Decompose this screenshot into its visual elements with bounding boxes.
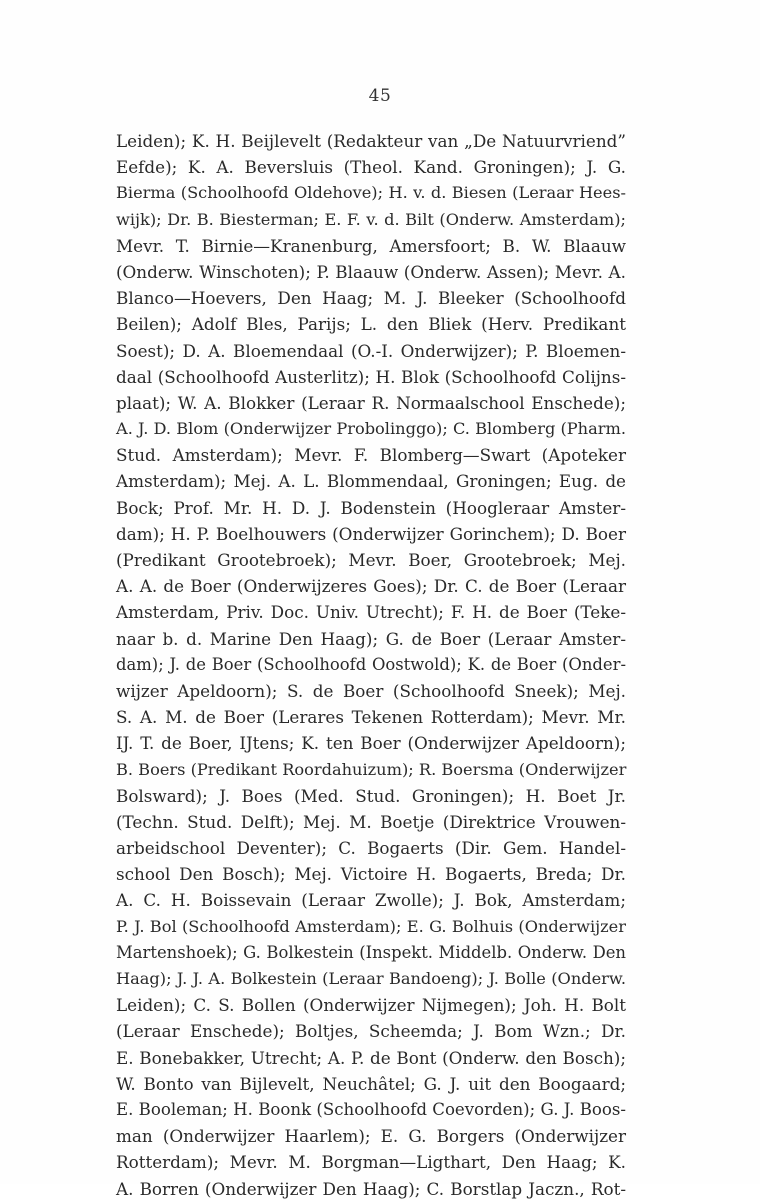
text-line: Bolsward); J. Boes (Med. Stud. Groningen); H. Boet Jr. [116,785,626,806]
text-line: Bierma (Schoolhoofd Oldehove); H. v. d. Biesen (Leraar Hees- [116,183,626,203]
text-line: W. Bonto van Bijlevelt, Neuchâtel; G. J. uit den Boogaard; [116,1073,626,1094]
text-line: P. J. Bol (Schoolhoofd Amsterdam); E. G. Bolhuis (Onderwijzer [116,916,626,936]
text-line: Stud. Amsterdam); Mevr. F. Blomberg—Swart (Apoteker [116,445,626,466]
text-line: Leiden); C. S. Bollen (Onderwijzer Nijmegen); Joh. H. Bolt [116,995,626,1016]
text-line: wijk); Dr. B. Biesterman; E. F. v. d. Bilt (Onderw. Amsterdam); [116,209,626,229]
text-line: Amsterdam); Mej. A. L. Blommendaal, Groningen; Eug. de [116,471,626,492]
text-line: Amsterdam, Priv. Doc. Univ. Utrecht); F. H. de Boer (Teke- [116,602,626,623]
text-line: Haag); J. J. A. Bolkestein (Leraar Bandoeng); J. Bolle (Onderw. [116,969,626,988]
text-line: S. A. M. de Boer (Lerares Tekenen Rotterdam); Mevr. Mr. [116,707,626,728]
text-line: dam); J. de Boer (Schoolhoofd Oostwold); K. de Boer (Onder- [116,654,626,674]
text-line: A. J. D. Blom (Onderwijzer Probolinggo); C. Blomberg (Pharm. [116,419,626,439]
text-line: wijzer Apeldoorn); S. de Boer (Schoolhoofd Sneek); Mej. [116,680,626,701]
text-line: (Leraar Enschede); Boltjes, Scheemda; J. Bom Wzn.; Dr. [116,1021,626,1042]
text-line: Soest); D. A. Bloemendaal (O.-I. Onderwijzer); P. Bloemen- [116,340,626,361]
text-line: man (Onderwijzer Haarlem); E. G. Borgers (Onderwijzer [116,1126,626,1147]
text-line: Bock; Prof. Mr. H. D. J. Bodenstein (Hoogleraar Amster- [116,497,626,518]
text-line: E. Bonebakker, Utrecht; A. P. de Bont (Onderw. den Bosch); [116,1047,626,1068]
text-line: Leiden); K. H. Beijlevelt (Redakteur van „De Natuurvriend” [116,131,626,151]
text-line: arbeidschool Deventer); C. Bogaerts (Dir. Gem. Handel- [116,838,626,859]
text-line: B. Boers (Predikant Roordahuizum); R. Boersma (Onderwijzer [116,759,627,779]
text-line: Blanco—Hoevers, Den Haag; M. J. Bleeker (Schoolhoofd [116,288,626,309]
text-line: dam); H. P. Boelhouwers (Onderwijzer Gorinchem); D. Boer [116,523,626,544]
text-line: IJ. T. de Boer, IJtens; K. ten Boer (Onderwijzer Apeldoorn); [116,733,626,754]
text-line: daal (Schoolhoofd Austerlitz); H. Blok (Schoolhoofd Colijns- [116,366,626,387]
text-line: (Techn. Stud. Delft); Mej. M. Boetje (Direktrice Vrouwen- [116,811,626,832]
body-text [116,128,626,1202]
page-number: 45 [368,86,392,106]
text-line: Rotterdam); Mevr. M. Borgman—Ligthart, Den Haag; K. [116,1152,626,1173]
text-line: A. Borren (Onderwijzer Den Haag); C. Borstlap Jaczn., Rot- [116,1178,626,1199]
text-line: Eefde); K. A. Beversluis (Theol. Kand. Groningen); J. G. [116,157,626,178]
text-line: Mevr. T. Birnie—Kranenburg, Amersfoort; B. W. Blaauw [116,235,626,256]
text-line: naar b. d. Marine Den Haag); G. de Boer (Leraar Amster- [116,628,626,649]
text-line: E. Booleman; H. Boonk (Schoolhoofd Coevorden); G. J. Boos- [116,1099,626,1119]
text-line: Martenshoek); G. Bolkestein (Inspekt. Middelb. Onderw. Den [116,942,626,962]
text-line: A. C. H. Boissevain (Leraar Zwolle); J. Bok, Amsterdam; [116,890,626,911]
text-line: A. A. de Boer (Onderwijzeres Goes); Dr. C. de Boer (Leraar [116,576,626,597]
text-line: Beilen); Adolf Bles, Parijs; L. den Bliek (Herv. Predikant [116,314,626,335]
text-line: school Den Bosch); Mej. Victoire H. Bogaerts, Breda; Dr. [116,864,626,885]
text-line: (Onderw. Winschoten); P. Blaauw (Onderw. Assen); Mevr. A. [116,261,626,282]
text-line: plaat); W. A. Blokker (Leraar R. Normaalschool Enschede); [116,392,626,413]
text-line: (Predikant Grootebroek); Mevr. Boer, Grootebroek; Mej. [116,550,626,570]
